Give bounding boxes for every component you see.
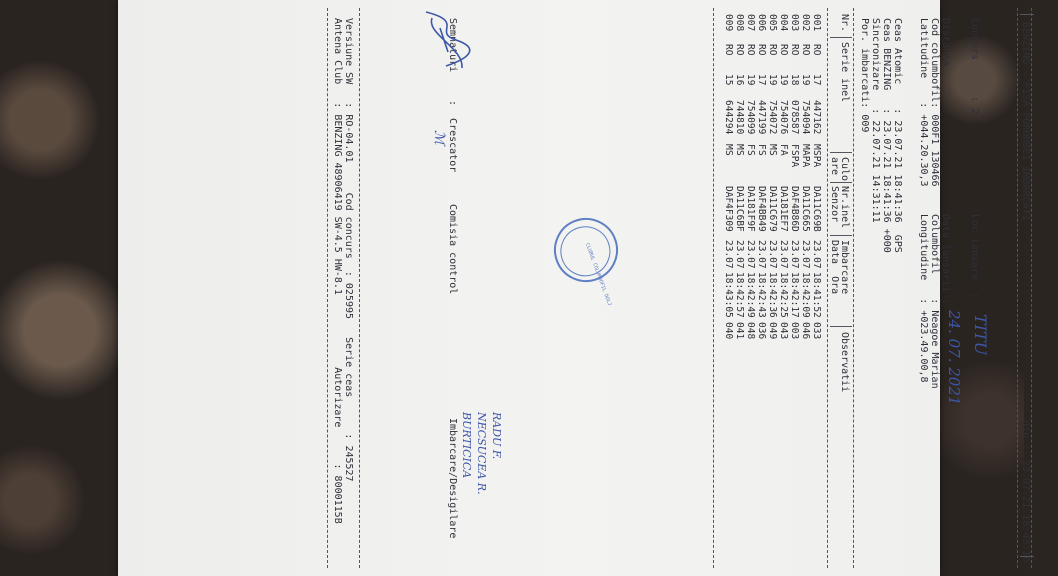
cell-sex: M bbox=[767, 144, 778, 150]
cell-nr: 005 bbox=[767, 14, 778, 32]
cell-ora: 18:42:36 bbox=[767, 272, 778, 318]
semnaturi-label: Semnaturi bbox=[447, 18, 458, 73]
signature-scribble bbox=[420, 8, 476, 72]
cell-cul: APA bbox=[800, 150, 811, 168]
header-right-bar bbox=[1020, 556, 1034, 557]
distanta-line: Distanta : bbox=[940, 18, 951, 115]
cell-senzor: DA11C679 bbox=[767, 186, 778, 232]
din-value: 23.07.21 18:43:16 bbox=[1020, 460, 1031, 563]
cell-data: 23.07 bbox=[767, 240, 778, 269]
col-header-imbarcare-1: Imbarcare bbox=[839, 240, 850, 295]
cell-senzor: DAF4F309 bbox=[723, 186, 734, 232]
col-sep-5 bbox=[830, 326, 852, 327]
crescator-signature: ℳ bbox=[431, 130, 447, 145]
ceas-atomic-line: Ceas Atomic : 23.07.21 18:41:36 GPS bbox=[892, 18, 903, 253]
cell-ora: 18:42:17 bbox=[789, 272, 800, 318]
cell-an: 17 bbox=[811, 74, 822, 86]
columbofil-line: Columbofil : Neagoe Marian bbox=[929, 214, 940, 389]
col-header-nrinel-1: Nr.inel bbox=[839, 186, 850, 229]
cod-columbofil-line: Cod columbofil: 000F1 130466 bbox=[929, 18, 940, 187]
cell-cod: 046 bbox=[800, 322, 811, 340]
cell-data: 23.07 bbox=[756, 240, 767, 269]
cell-ora: 18:42:43 bbox=[756, 272, 767, 318]
cell-tara: RO bbox=[789, 44, 800, 56]
cell-cod: 049 bbox=[767, 322, 778, 340]
cell-serie: 754076 bbox=[778, 100, 789, 135]
cell-an: 19 bbox=[767, 74, 778, 86]
cell-data: 23.07 bbox=[723, 240, 734, 269]
cell-data: 23.07 bbox=[789, 240, 800, 269]
cell-sex: M bbox=[723, 144, 734, 150]
cell-tara: RO bbox=[778, 44, 789, 56]
data-lansarii-handwritten: 24. 07. 2021 bbox=[945, 310, 963, 406]
footer-top-rule bbox=[359, 8, 360, 568]
col-sep-2 bbox=[830, 152, 852, 153]
cell-an: 15 bbox=[723, 74, 734, 86]
cell-data: 23.07 bbox=[734, 240, 745, 269]
cell-cul: S bbox=[723, 150, 734, 156]
cell-serie: 754094 bbox=[800, 100, 811, 135]
cell-nr: 004 bbox=[778, 14, 789, 32]
handwritten-name-1: RADU F. bbox=[490, 412, 503, 460]
cell-cul: S bbox=[767, 150, 778, 156]
col-sep-4 bbox=[830, 235, 852, 236]
cell-nr: 003 bbox=[789, 14, 800, 32]
cell-tara: RO bbox=[745, 44, 756, 56]
cell-senzor: DAF4B86D bbox=[789, 186, 800, 232]
cell-an: 19 bbox=[745, 74, 756, 86]
footer-bottom-rule bbox=[327, 8, 328, 568]
cell-sex: F bbox=[756, 144, 767, 150]
header-top-rule bbox=[1031, 8, 1032, 568]
cell-cul: S bbox=[756, 150, 767, 156]
cell-sex: F bbox=[745, 144, 756, 150]
cell-cul: S bbox=[745, 150, 756, 156]
cell-senzor: DA181F9F bbox=[745, 186, 756, 232]
cell-ora: 18:42:09 bbox=[800, 272, 811, 318]
cell-tara: RO bbox=[723, 44, 734, 56]
club-stamp bbox=[545, 209, 627, 307]
table-bottom-rule bbox=[713, 8, 714, 568]
cell-cul: SPA bbox=[811, 150, 822, 168]
col-sep-1 bbox=[830, 37, 852, 38]
col-header-serie: Serie inel bbox=[839, 42, 850, 103]
cell-cod: 048 bbox=[745, 322, 756, 340]
cell-sex: M bbox=[800, 144, 811, 150]
cell-an: 18 bbox=[789, 74, 800, 86]
cell-cod: 033 bbox=[811, 322, 822, 340]
din-label: din : bbox=[1020, 420, 1031, 451]
cell-an: 17 bbox=[756, 74, 767, 86]
table-header-rule bbox=[827, 8, 828, 568]
antena-line: Antena Club : BENZING 48906419 SW-4.5 HW-8.1 Autorizare : 8000115B bbox=[332, 18, 343, 524]
cell-tara: RO bbox=[734, 44, 745, 56]
cell-data: 23.07 bbox=[778, 240, 789, 269]
loc-lansare-label: Loc lansare : bbox=[969, 214, 980, 299]
cell-nr: 006 bbox=[756, 14, 767, 32]
cell-serie: 744810 bbox=[734, 100, 745, 135]
cell-serie: 644294 bbox=[723, 100, 734, 135]
col-header-imbarcare-2: Data Ora bbox=[829, 240, 840, 295]
cell-nr: 008 bbox=[734, 14, 745, 32]
col-sep-3 bbox=[830, 182, 852, 183]
cell-ora: 18:42:49 bbox=[745, 272, 756, 318]
por-imbarcati-line: Por. imbarcati: 009 bbox=[859, 18, 870, 133]
cell-serie: 447162 bbox=[811, 100, 822, 135]
cell-senzor: DA11C69B bbox=[811, 186, 822, 232]
cell-serie: 754099 bbox=[745, 100, 756, 135]
cell-ora: 18:41:52 bbox=[811, 272, 822, 318]
cell-senzor: DA11C665 bbox=[800, 186, 811, 232]
cell-cod: 043 bbox=[778, 322, 789, 340]
cell-cul: S bbox=[734, 150, 745, 156]
cell-cod: 003 bbox=[789, 322, 800, 340]
col-header-observatii: Observatii bbox=[839, 332, 850, 393]
cell-nr: 001 bbox=[811, 14, 822, 32]
col-header-nr: Nr. bbox=[839, 14, 850, 33]
header-bottom-rule bbox=[1017, 8, 1018, 568]
cell-an: 19 bbox=[800, 74, 811, 86]
ceas-benzing-line: Ceas BENZING : 23.07.21 18:41:36 +000 bbox=[881, 18, 892, 253]
latitudine-line: Latitudine : +044.20.30,3 bbox=[918, 18, 929, 187]
cell-senzor: DA181EF7 bbox=[778, 186, 789, 232]
cell-tara: RO bbox=[767, 44, 778, 56]
sincronizare-line: Sincronizare : 22.07.21 14:31:11 bbox=[870, 18, 881, 223]
cell-senzor: DAF4BB49 bbox=[756, 186, 767, 232]
cell-serie: 447199 bbox=[756, 100, 767, 135]
concurs-line: Concurs : 2 bbox=[969, 18, 980, 115]
cell-tara: RO bbox=[800, 44, 811, 56]
data-lansarii-label: Data lansarii : bbox=[940, 214, 951, 305]
cell-serie: 754072 bbox=[767, 100, 778, 135]
comisia-label: Comisia control bbox=[447, 204, 458, 295]
col-header-culoare-2: are bbox=[829, 157, 840, 176]
handwritten-name-3: BURTICICA bbox=[460, 412, 473, 479]
cell-tara: RO bbox=[811, 44, 822, 56]
cell-sex: F bbox=[778, 144, 789, 150]
loc-lansare-handwritten: TITU bbox=[971, 314, 990, 356]
cell-cod: 040 bbox=[723, 322, 734, 340]
cell-cul: SPA bbox=[789, 150, 800, 168]
cell-cod: 036 bbox=[756, 322, 767, 340]
cell-tara: RO bbox=[756, 44, 767, 56]
cell-data: 23.07 bbox=[800, 240, 811, 269]
table-top-rule bbox=[853, 8, 854, 568]
cell-sex: F bbox=[789, 144, 800, 150]
paper-sheet bbox=[118, 0, 1031, 576]
col-header-culoare-1: Culo bbox=[839, 157, 850, 182]
cell-an: 16 bbox=[734, 74, 745, 86]
cell-ora: 18:42:25 bbox=[778, 272, 789, 318]
cell-cul: A bbox=[778, 150, 789, 156]
versiune-line: Versiune SW : RO-04.01 Cod concurs : 025995 Serie ceas : 245527 bbox=[343, 18, 354, 482]
handwritten-name-2: NECSUCEA R. bbox=[475, 412, 488, 495]
crescator-label: : Crescator bbox=[447, 100, 458, 173]
cell-an: 19 bbox=[778, 74, 789, 86]
document-content bbox=[236, 0, 1058, 576]
cell-serie: 078587 bbox=[789, 100, 800, 135]
cell-nr: 002 bbox=[800, 14, 811, 32]
cell-data: 23.07 bbox=[745, 240, 756, 269]
header-left-bar bbox=[1020, 14, 1034, 15]
imbarcare-label: Imbarcare/Desigilare bbox=[447, 418, 458, 539]
cell-sex: M bbox=[811, 144, 822, 150]
cell-senzor: DA11C6BF bbox=[734, 186, 745, 232]
cell-data: 23.07 bbox=[811, 240, 822, 269]
cell-nr: 007 bbox=[745, 14, 756, 32]
cell-cod: 041 bbox=[734, 322, 745, 340]
cell-sex: M bbox=[734, 144, 745, 150]
cell-nr: 009 bbox=[723, 14, 734, 32]
longitudine-line: Longitudine : +023.49.00,8 bbox=[918, 214, 929, 383]
cell-ora: 18:43:05 bbox=[723, 272, 734, 318]
stamp-text: CLUBUL COLUMBOFIL DOLJ bbox=[583, 242, 613, 307]
cell-ora: 18:42:57 bbox=[734, 272, 745, 318]
col-header-nrinel-2: Senzor bbox=[829, 186, 840, 223]
doc-title: BENZING - FISA PORUMBEI IMBARCATI bbox=[1020, 22, 1031, 221]
